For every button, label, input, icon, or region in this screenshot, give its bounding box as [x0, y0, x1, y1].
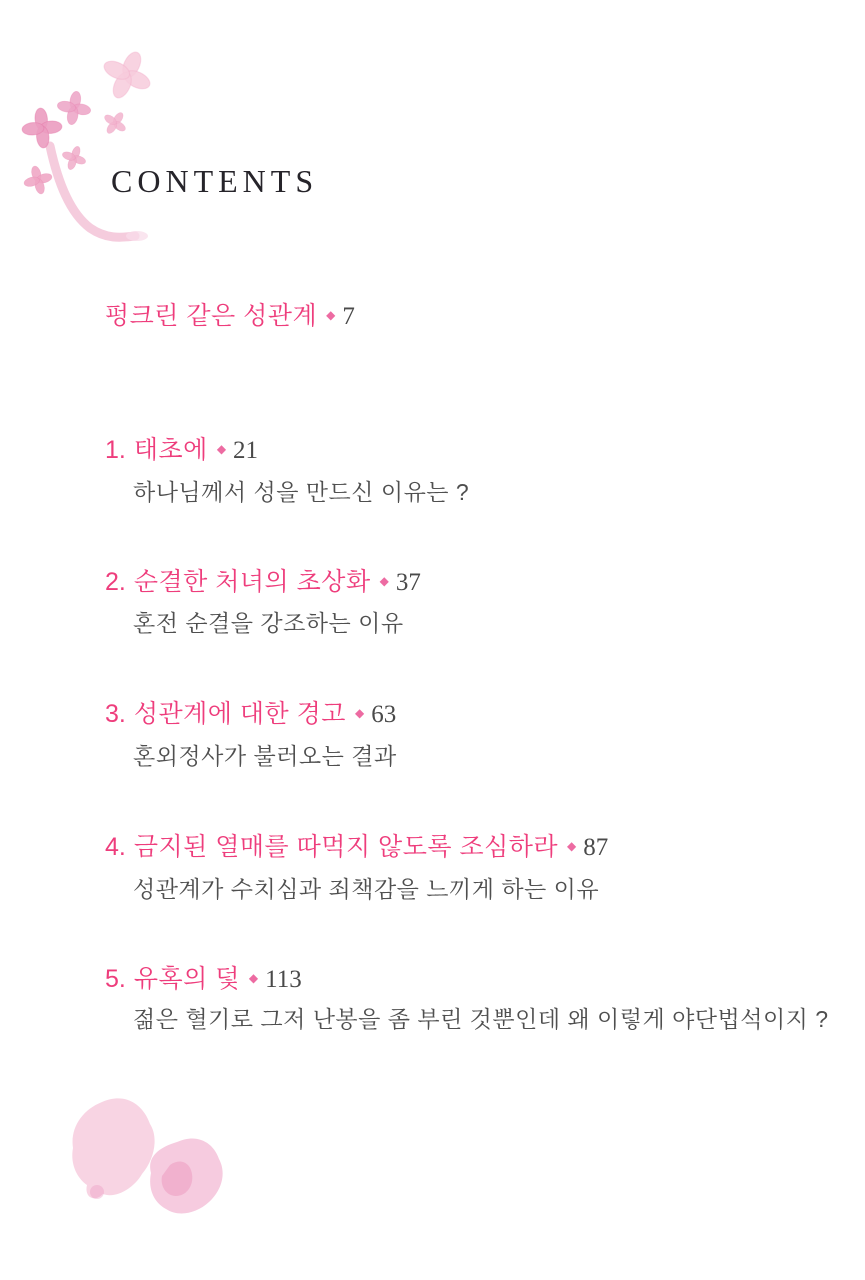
- diamond-separator-icon: ◆: [326, 308, 336, 322]
- chapter-number: 3.: [105, 700, 126, 728]
- chapter-page-number: 21: [233, 437, 259, 464]
- chapter-subtitle: 성관계가 수치심과 죄책감을 느끼게 하는 이유: [133, 876, 600, 902]
- chapter-page-number: 87: [583, 834, 609, 861]
- chapter-title: 순결한 처녀의 초상화: [133, 568, 371, 596]
- diamond-separator-icon: ◆: [379, 574, 389, 588]
- chapter-subtitle: 하나님께서 성을 만드신 이유는 ?: [133, 479, 470, 505]
- watercolor-petals-icon: [40, 1070, 280, 1250]
- toc-entry-chapter-3: [105, 694, 396, 730]
- chapter-subtitle: 혼외정사가 불러오는 결과: [133, 743, 397, 769]
- chapter-title: 태초에: [133, 436, 208, 464]
- chapter-number: 1.: [105, 436, 126, 464]
- chapter-number: 2.: [105, 568, 126, 596]
- intro-page-number: 7: [342, 303, 355, 330]
- toc-entry-intro: [105, 296, 355, 332]
- chapter-subtitle: 젊은 혈기로 그저 난봉을 좀 부린 것뿐인데 왜 이렇게 야단법석이지 ?: [133, 1006, 829, 1032]
- chapter-page-number: 37: [395, 569, 421, 596]
- chapter-number: 4.: [105, 833, 126, 861]
- chapter-title: 유혹의 덫: [133, 965, 240, 993]
- chapter-page-number: 63: [371, 701, 397, 728]
- diamond-separator-icon: ◆: [567, 839, 577, 853]
- chapter-subtitle: 혼전 순결을 강조하는 이유: [133, 610, 404, 636]
- toc-entry-chapter-5: [105, 959, 302, 995]
- page-title: CONTENTS: [111, 163, 319, 199]
- toc-entry-chapter-1: [105, 430, 258, 466]
- diamond-separator-icon: ◆: [216, 442, 227, 456]
- toc-entry-chapter-4: [105, 827, 608, 863]
- diamond-separator-icon: ◆: [354, 706, 365, 720]
- chapter-title: 성관계에 대한 경고: [133, 700, 346, 728]
- chapter-title: 금지된 열매를 따먹지 않도록 조심하라: [133, 833, 559, 861]
- chapter-number: 5.: [105, 965, 126, 993]
- diamond-separator-icon: ◆: [248, 971, 259, 985]
- chapter-page-number: 113: [265, 966, 302, 993]
- watercolor-flower-branch-icon: [8, 38, 238, 258]
- toc-entry-chapter-2: [105, 562, 421, 598]
- intro-title: 펑크린 같은 성관계: [105, 302, 318, 330]
